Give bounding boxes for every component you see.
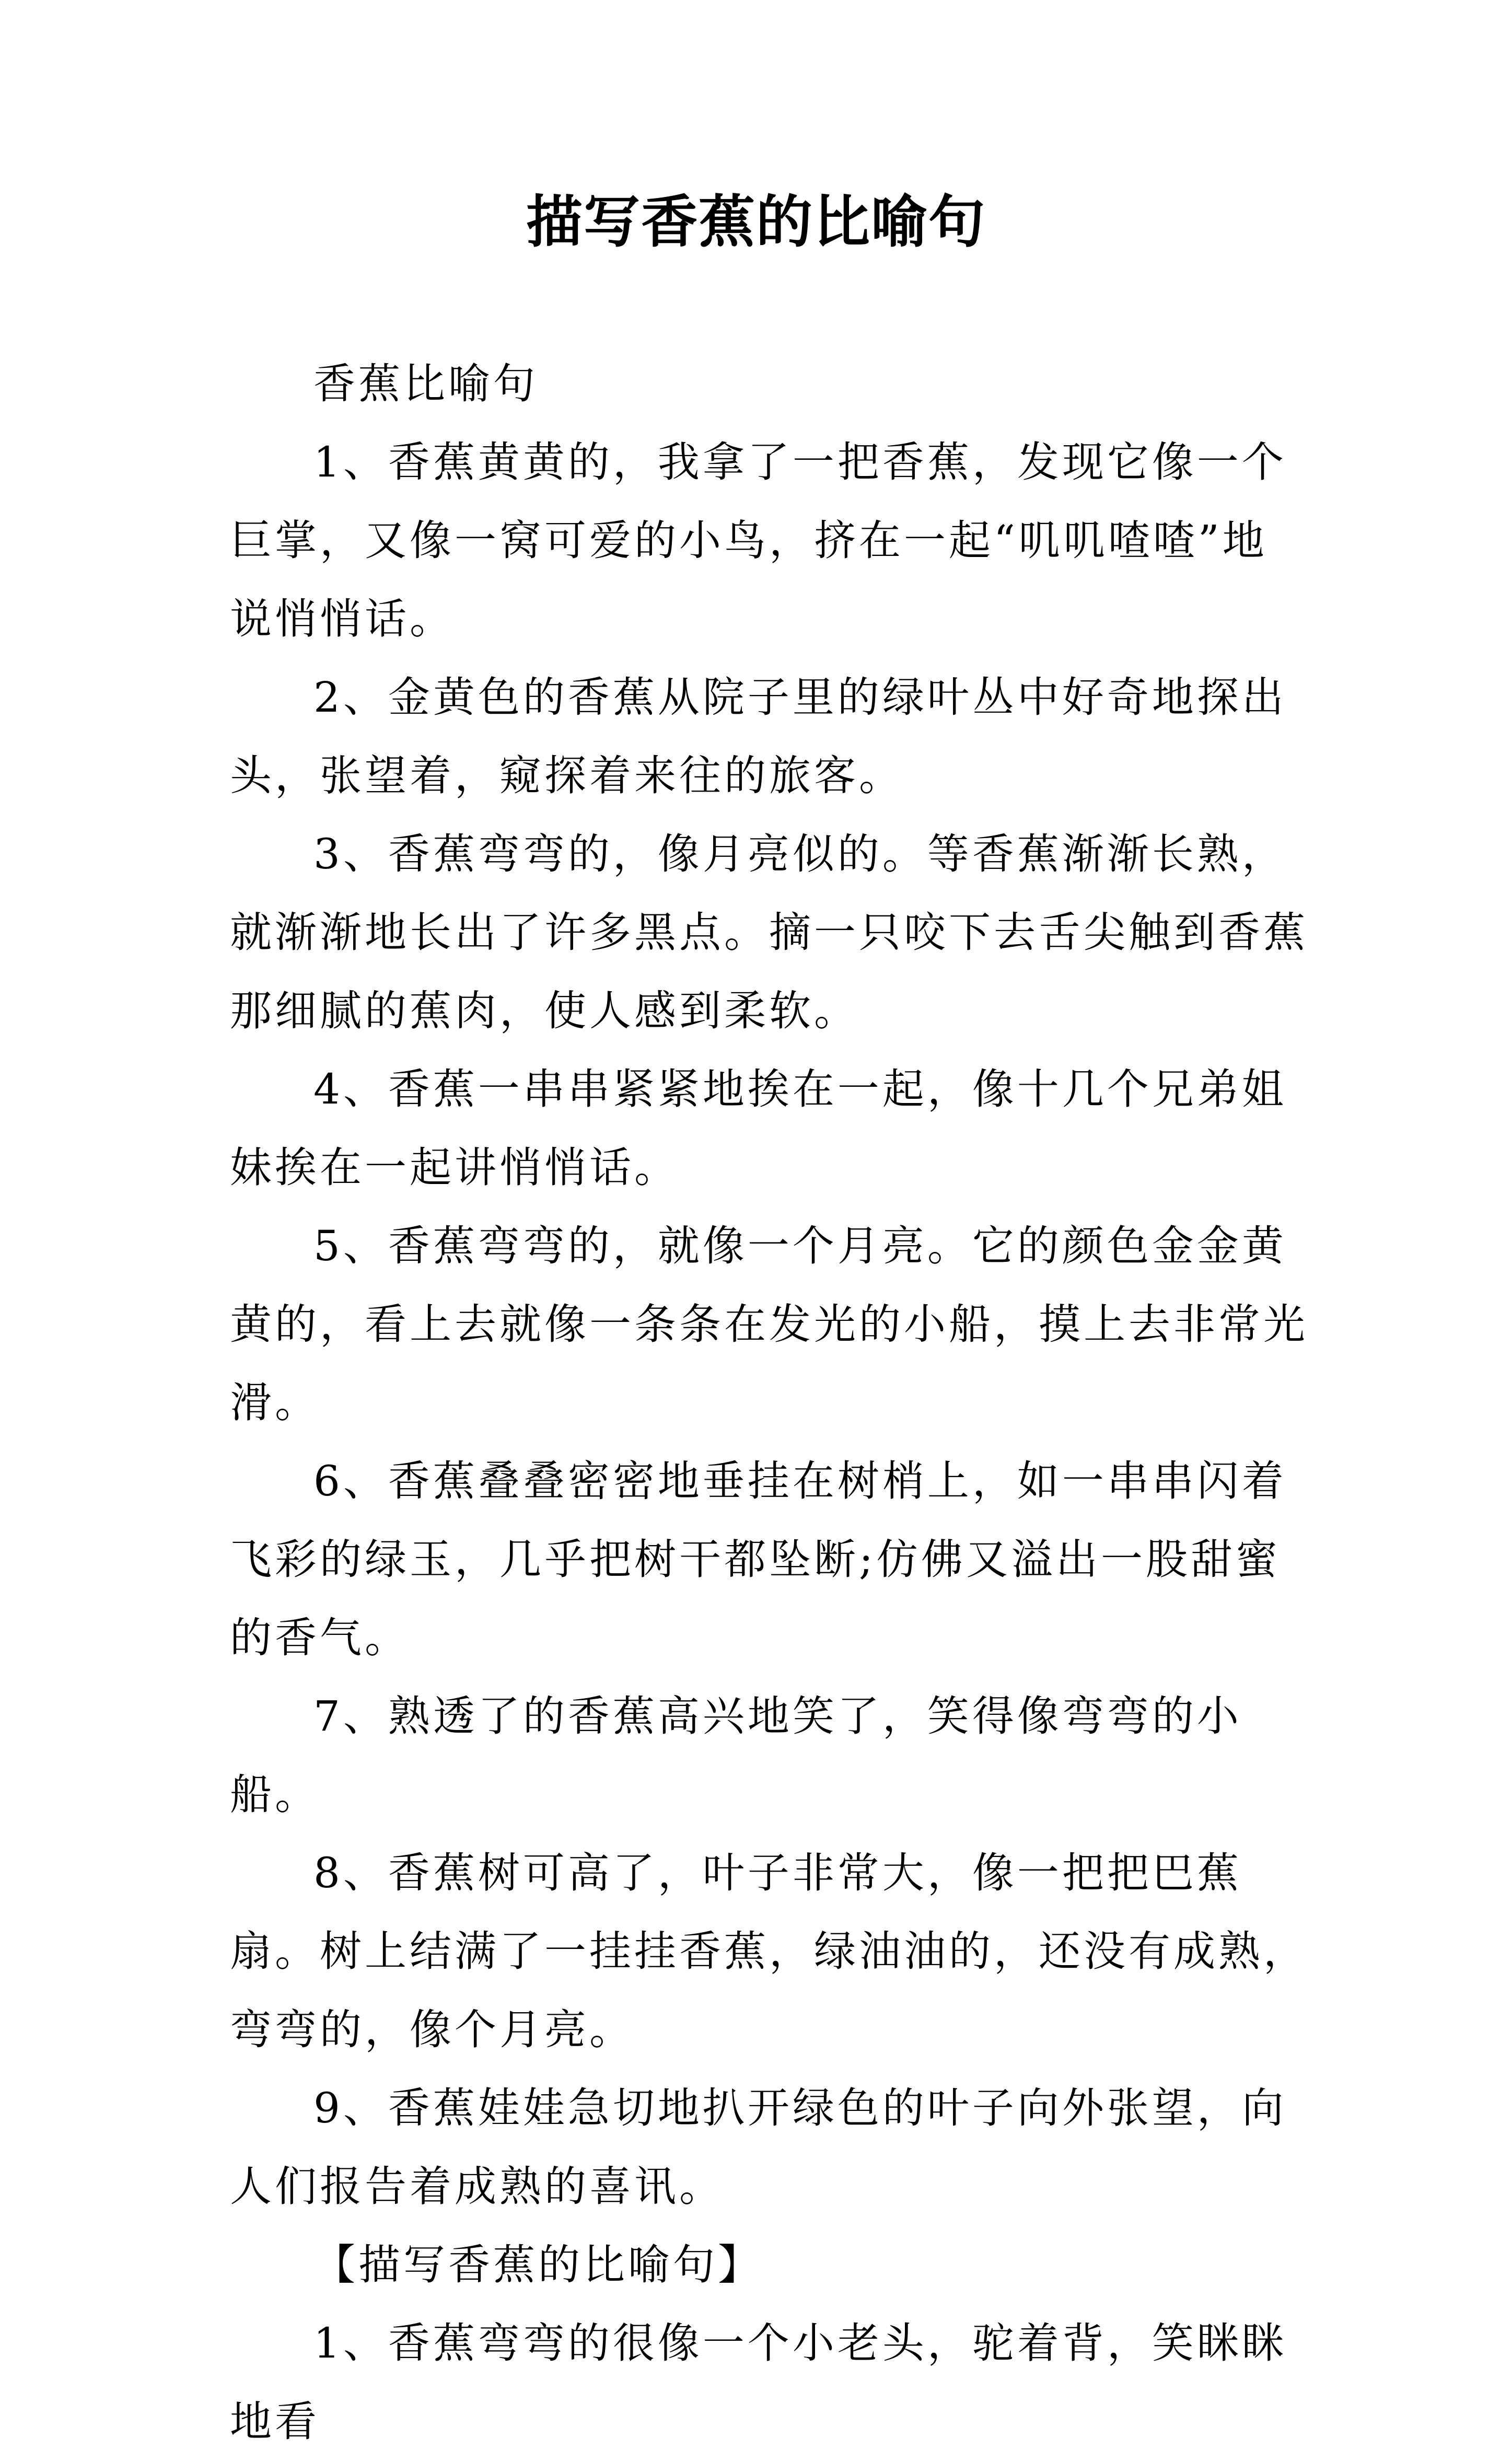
- paragraph-10: 1、香蕉弯弯的很像一个小老头，驼着背，笑眯眯地看: [230, 2319, 1287, 2446]
- paragraph-1: 1、香蕉黄黄的，我拿了一把香蕉，发现它像一个巨掌，又像一窝可爱的小鸟，挤在一起“叽叽喳喳”地说悄悄话。: [230, 438, 1287, 643]
- paragraph-7: 7、熟透了的香蕉高兴地笑了，笑得像弯弯的小船。: [230, 1692, 1242, 1819]
- paragraph-6: 6、香蕉叠叠密密地垂挂在树梢上，如一串串闪着飞彩的绿玉，几乎把树干都坠断;仿佛又溢出一股甜蜜的香气。: [230, 1457, 1287, 1662]
- paragraph-9: 9、香蕉娃娃急切地扒开绿色的叶子向外张望，向人们报告着成熟的喜讯。: [230, 2084, 1287, 2211]
- page-title: 描写香蕉的比喻句: [526, 189, 986, 255]
- document-body: [230, 345, 1311, 2461]
- paragraph-8: 8、香蕉树可高了，叶子非常大，像一把把巴蕉扇。树上结满了一挂挂香蕉，绿油油的，还没有成熟，弯弯的，像个月亮。: [230, 1849, 1308, 2054]
- paragraph-2: 2、金黄色的香蕉从院子里的绿叶丛中好奇地探出头，张望着，窥探着来往的旅客。: [230, 673, 1287, 800]
- section-heading-2: 【描写香蕉的比喻句】: [313, 2241, 763, 2289]
- section-heading: 香蕉比喻句: [313, 359, 538, 408]
- paragraph-3: 3、香蕉弯弯的，像月亮似的。等香蕉渐渐长熟，就渐渐地长出了许多黑点。摘一只咬下去舌尖触到香蕉那细腻的蕉肉，使人感到柔软。: [230, 830, 1308, 1035]
- paragraph-4: 4、香蕉一串串紧紧地挨在一起，像十几个兄弟姐妹挨在一起讲悄悄话。: [230, 1065, 1287, 1192]
- paragraph-5: 5、香蕉弯弯的，就像一个月亮。它的颜色金金黄黄的，看上去就像一条条在发光的小船，摸上去非常光滑。: [230, 1222, 1308, 1427]
